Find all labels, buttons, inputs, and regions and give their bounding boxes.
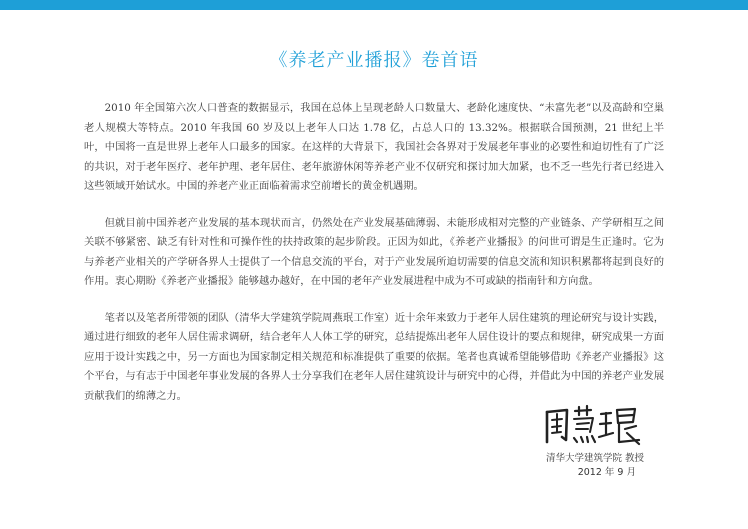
author-affiliation: 清华大学建筑学院 教授	[545, 453, 644, 464]
paragraph-3: 笔者以及笔者所带领的团队（清华大学建筑学院周燕珉工作室）近十余年来致力于老年人居住建筑的理论研究与设计实践，通过进行细致的老年人居住需求调研，结合老年人人体工学的研究，总结提炼出老年人居住设计的要点和规律，研究成果一方面应用于设计实践之中，另一方面也为国家制定相关规范和标准提供了重要的依据。笔者也真诚希望能够借助《养老产业播报》这个平台，与有志于中国老年事业发展的各界人士分享我们在老年人居住建筑设计与研究中的心得，并借此为中国的养老产业发展贡献我们的绵薄之力。	[84, 311, 664, 402]
paragraph-2: 但就目前中国养老产业发展的基本现状而言，仍然处在产业发展基础薄弱、未能形成相对完整的产业链条、产学研相互之间关联不够紧密、缺乏有针对性和可操作性的扶持政策的起步阶段。正因为如此，《养老产业播报》的问世可谓是生正逢时。它为与养老产业相关的产学研各界人士提供了一个信息交流的平台，对于产业发展所迫切需要的信息交流和知识积累都将起到良好的作用。衷心期盼《养老产业播报》能够越办越好，在中国的老年产业发展进程中成为不可或缺的指南针和方向盘。	[84, 216, 664, 287]
handwritten-signature	[543, 402, 643, 448]
top-accent-bar	[0, 0, 748, 10]
author-date: 2012 年 9 月	[577, 467, 636, 478]
page-title: 《养老产业播报》卷首语	[269, 50, 479, 71]
paragraph-1: 2010 年全国第六次人口普查的数据显示，我国在总体上呈现老龄人口数量大、老龄化速度快、“未富先老”以及高龄和空巢老人规模大等特点。2010 年我国 60 岁及以上老年人口达 1.78 亿，占总人口的 13.32%。根据联合国预测，21 世纪上半叶，中国将一直是世界上老年人口最多的国家。在这样的大背景下，我国社会各界对于发展老年事业的必要性和迫切性有了广泛的共识，对于老年医疗、老年护理、老年居住、老年旅游休闲等养老产业不仅研究和探讨加大加紧，也不乏一些先行者已经进入这些领域开始试水。中国的养老产业正面临着需求空前增长的黄金机遇期。	[84, 102, 664, 192]
preface-body	[84, 99, 664, 423]
